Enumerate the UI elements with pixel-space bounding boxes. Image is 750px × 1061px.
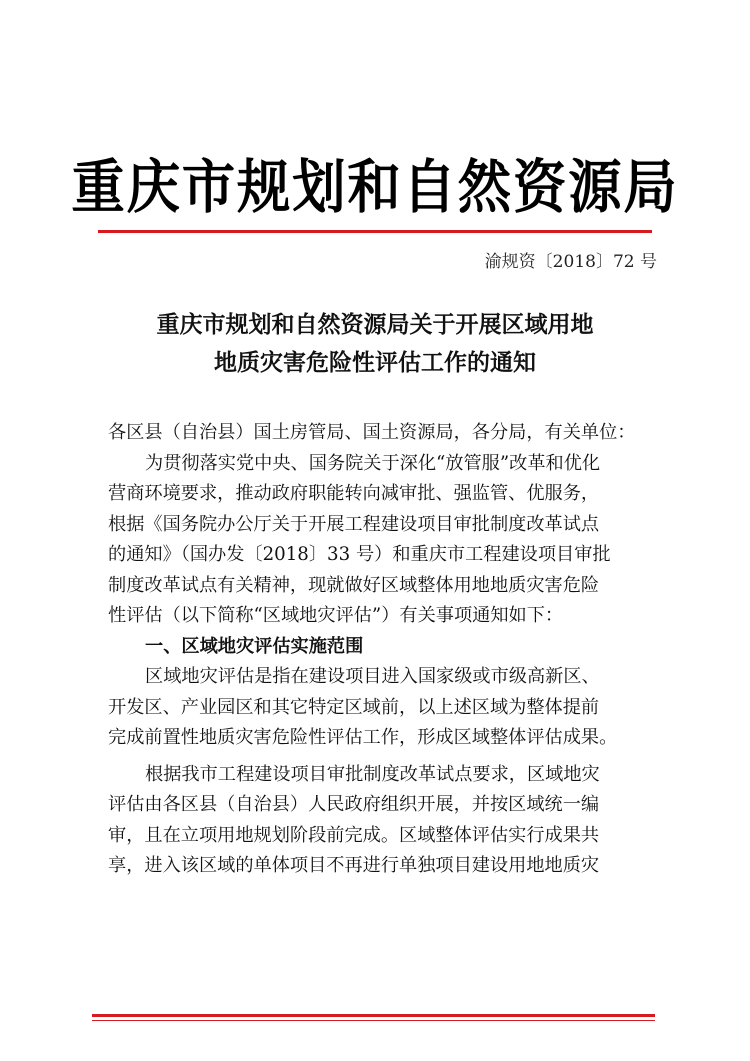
paragraph-line: 性评估（以下简称“区域地灾评估”）有关事项通知如下： (108, 605, 564, 626)
paragraph-line: 开发区、产业园区和其它特定区域前，以上述区域为整体提前 (108, 696, 600, 718)
footer-red-line (92, 1014, 655, 1021)
header-red-line (98, 230, 652, 233)
document-body (108, 418, 646, 882)
paragraph-line: 根据我市工程建设项目审批制度改革试点要求，区域地灾 (145, 763, 600, 785)
paragraph-line: 营商环境要求，推动政府职能转向减审批、强监管、优服务， (108, 483, 600, 504)
section-heading: 一、区域地灾评估实施范围 (145, 635, 364, 657)
document-number: 渝规资〔2018〕72 号 (484, 252, 657, 272)
document-title-line-2: 地质灾害危险性评估工作的通知 (214, 350, 536, 376)
paragraph-line: 根据《国务院办公厅关于开展工程建设项目审批制度改革试点 (108, 513, 600, 535)
paragraph-line: 评估由各区县（自治县）人民政府组织开展，并按区域统一编 (108, 794, 600, 815)
paragraph-line: 的通知》（国办发〔2018〕33 号）和重庆市工程建设项目审批 (108, 544, 611, 565)
paragraph-line: 制度改革试点有关精神，现就做好区域整体用地地质灾害危险 (108, 574, 600, 596)
paragraph-line: 享，进入该区域的单体项目不再进行单独项目建设用地地质灾 (108, 855, 600, 876)
salutation: 各区县（自治县）国土房管局、国土资源局，各分局，有关单位： (108, 422, 636, 443)
agency-title: 重庆市规划和自然资源局 (71, 153, 679, 221)
paragraph-line: 为贯彻落实党中央、国务院关于深化“放管服”改革和优化 (145, 452, 601, 474)
paragraph-line: 区域地灾评估是指在建设项目进入国家级或市级高新区、 (145, 666, 600, 687)
paragraph-line: 完成前置性地质灾害危险性评估工作，形成区域整体评估成果。 (108, 727, 618, 748)
paragraph-line: 审，且在立项用地规划阶段前完成。区域整体评估实行成果共 (108, 824, 600, 846)
document-header (0, 140, 750, 224)
document-title-line-1: 重庆市规划和自然资源局关于开展区域用地 (156, 312, 594, 338)
